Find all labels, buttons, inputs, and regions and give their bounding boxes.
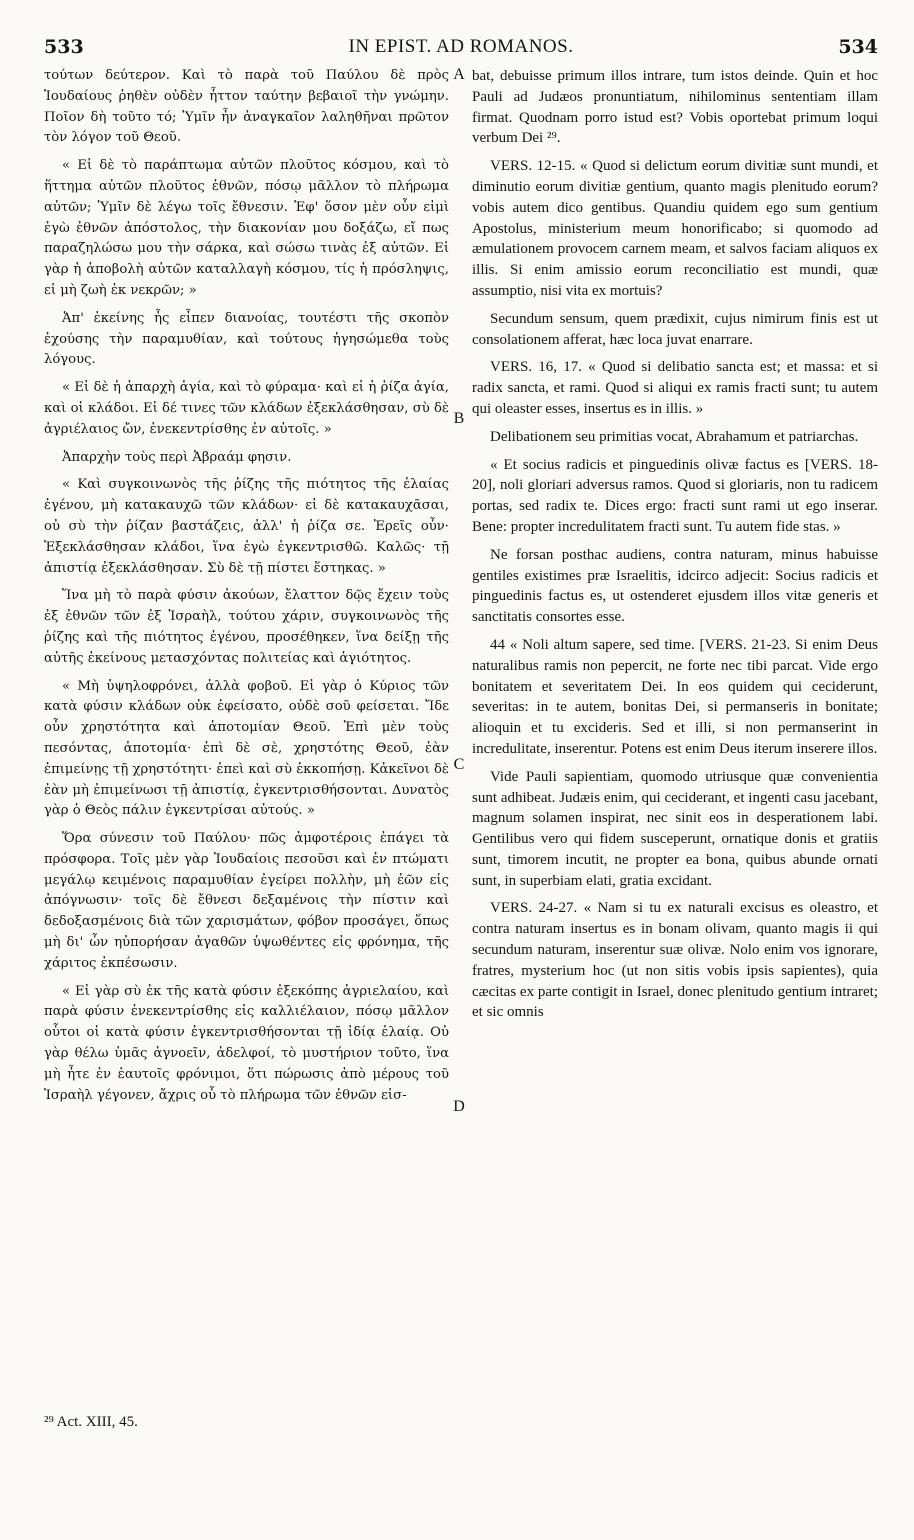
latin-paragraph: 44 « Noli altum sapere, sed time. [VERS. 21-23. Si enim Deus naturalibus ramis non pepercit, ne forte nec tibi parcat. Vide ergo bonitatem et severitatem Dei. In eos quidem qui ceciderunt, severitas: in te autem, bonitas Dei, si permanseris in bonitate; alioquin et tu excideris. Sed et illi, si non permanserint in incredulitate, inserentur. Potens est enim Deus iterum inserere illos.: [472, 636, 878, 757]
greek-paragraph: « Μὴ ὑψηλοφρόνει, ἀλλὰ φοβοῦ. Εἰ γὰρ ὁ Κύριος τῶν κατὰ φύσιν κλάδων οὐκ ἐφείσατο, οὐδὲ σοῦ φείσεται. Ἴδε οὖν χρηστότητα καὶ ἀποτομίαν Θεοῦ. Ἐπὶ μὲν τοὺς πεσόντας, ἀποτομία· ἐπὶ δὲ σὲ, χρηστότης Θεοῦ, ἐὰν ἐπιμείνῃς τῇ χρηστότητι· ἐπεὶ καὶ σὺ ἐκκοπήσῃ. Κἀκεῖνοι δὲ ἐὰν μὴ ἐπιμείνωσι τῇ ἀπιστίᾳ, ἐγκεντρισθήσονται. Δυνατὸς γὰρ ὁ Θεὸς πάλιν ἐγκεντρίσαι αὐτούς. »: [44, 678, 449, 819]
greek-paragraph: Ἵνα μὴ τὸ παρὰ φύσιν ἀκούων, ἔλαττον δῷς ἔχειν τοὺς ἐξ ἐθνῶν τῶν ἐξ Ἰσραὴλ, τούτου χάριν, συγκοινωνὸς τῆς ῥίζης καὶ τῆς πιότητος ἐγένου, προσέθηκεν, ἵνα δείξῃ τῆς αὐτῆς ἐκείνους μετασχόντας πολιτείας καὶ ἁγιότητος.: [44, 588, 449, 666]
greek-paragraph: « Εἰ δὲ ἡ ἀπαρχὴ ἁγία, καὶ τὸ φύραμα· καὶ εἰ ἡ ῥίζα ἁγία, καὶ οἱ κλάδοι. Εἰ δέ τινες τῶν κλάδων ἐξεκλάσθησαν, σὺ δὲ ἀγριέλαιος ὤν, ἐνεκεντρίσθης ἐν αὐτοῖς. »: [44, 380, 449, 437]
greek-paragraph: τούτων δεύτερον. Καὶ τὸ παρὰ τοῦ Παύλου δὲ πρὸς Ἰουδαίους ῥηθὲν οὐδὲν ἧττον ταύτην βεβαιοῖ τὴν γνώμην. Ποῖον δὴ τοῦτο τό; Ὑμῖν ἦν ἀναγκαῖον λαληθῆναι πρῶτον τὸν λόγον τοῦ Θεοῦ.: [44, 68, 449, 146]
greek-paragraph: « Εἰ γὰρ σὺ ἐκ τῆς κατὰ φύσιν ἐξεκόπης ἀγριελαίου, καὶ παρὰ φύσιν ἐνεκεντρίσθης εἰς καλλιέλαιον, πόσῳ μᾶλλον οὗτοι οἱ κατὰ φύσιν ἐγκεντρισθήσονται τῇ ἰδίᾳ ἐλαίᾳ. Οὐ γὰρ θέλω ὑμᾶς ἀγνοεῖν, ἀδελφοί, τὸ μυστήριον τοῦτο, ἵνα μὴ ἦτε ἐν ἑαυτοῖς φρόνιμοι, ὅτι πώρωσις ἀπὸ μέρους τοῦ Ἰσραὴλ γέγονεν, ἄχρις οὗ τὸ πλήρωμα τῶν ἐθνῶν εἰσ-: [44, 983, 449, 1103]
greek-paragraph: Ἀπ' ἐκείνης ἧς εἶπεν διανοίας, τουτέστι τῆς σκοπὸν ἐχούσης τὴν παραμυθίαν, καὶ τούτους ἡγησώμεθα τοὺς λόγους.: [44, 310, 449, 368]
running-title: IN EPIST. AD ROMANOS.: [348, 36, 574, 57]
margin-letter-d: D: [453, 1098, 465, 1115]
latin-paragraph: « Et socius radicis et pinguedinis olivæ factus es [VERS. 18-20], noli gloriari adversus ramos. Quod si gloriaris, non tu radicem portas, sed radix te. Dices ergo: fracti sunt rami ut ego inserar. Bene: propter incredulitatem fracti sunt. Tu autem fide stas. »: [472, 456, 878, 535]
footnote: ²⁹ Act. XIII, 45.: [44, 1414, 138, 1430]
latin-paragraph: VERS. 24-27. « Nam si tu ex naturali excisus es oleastro, et contra naturam insertus es in bonam olivam, quanto magis ii qui secundum naturam, inserentur suæ olivæ. Nolo enim vos ignorare, fratres, mysterium hoc (ut non sitis vobis ipsis sapientes), quia cæcitas ex parte contigit in Israel, donec plenitudo gentium intraret; et sic omnis: [472, 900, 878, 1021]
latin-paragraph: Secundum sensum, quem prædixit, cujus nimirum finis est ut consolationem afferat, hæc loca juvat enarrare.: [472, 310, 878, 348]
page-number-left: 533: [44, 36, 84, 58]
greek-paragraph: Ὅρα σύνεσιν τοῦ Παύλου· πῶς ἀμφοτέροις ἐπάγει τὰ πρόσφορα. Τοῖς μὲν γὰρ Ἰουδαίοις πεσοῦσι καὶ ἐν πτώματι μεγάλῳ κειμένοις παραμυθίαν ἐγείρει πολλὴν, μὴ ἐῶν εἰς ἀπόγνωσιν· τοῖς δὲ ἔθνεσι δεξαμένοις τὴν πίστιν καὶ δεδοξασμένοις διὰ τῶν χαρισμάτων, φόβον προσάγει, ὅπως μὴ δι' ὧν ηὐπορήσαν ἀγαθῶν ὑψωθέντες εἰς φρόνημα, τῆς χάριτος ἐκπέσωσιν.: [44, 831, 449, 971]
margin-letter-c: C: [453, 756, 465, 773]
margin-letter-a: A: [453, 66, 465, 83]
greek-paragraph: « Εἰ δὲ τὸ παράπτωμα αὐτῶν πλοῦτος κόσμου, καὶ τὸ ἥττημα αὐτῶν πλοῦτος ἐθνῶν, πόσῳ μᾶλλον τὸ πλήρωμα αὐτῶν; Ὑμῖν δὲ λέγω τοῖς ἔθνεσιν. Ἐφ' ὅσον μὲν οὖν εἰμὶ ἐγὼ ἐθνῶν ἀπόστολος, τὴν διακονίαν μου δοξάζω, εἴ πως παραζηλώσω μου τὴν σάρκα, καὶ σώσω τινὰς ἐξ αὐτῶν. Εἰ γὰρ ἡ ἀποβολὴ αὐτῶν καταλλαγὴ κόσμου, τίς ἡ πρόσληψις, εἰ μὴ ζωὴ ἐκ νεκρῶν; »: [44, 158, 449, 298]
latin-paragraph: bat, debuisse primum illos intrare, tum istos deinde. Quin et hoc Pauli ad Judæos pronuntiatum, nihilominus sententiam illam firmat. Quodnam porro istud est? Vobis oportebat primum loqui verbum Dei ²⁹.: [472, 68, 878, 147]
latin-paragraph: VERS. 16, 17. « Quod si delibatio sancta est; et massa: et si radix sancta, et rami. Quod si aliqui ex ramis fracti sunt; tu autem qui oleaster esses, insertus es in illis. »: [472, 359, 878, 417]
latin-column: [472, 66, 878, 1030]
latin-paragraph: Vide Pauli sapientiam, quomodo utriusque quæ convenientia sunt adhibeat. Judæis enim, qui ceciderant, et ingenti casu jacebant, magnum solamen inspirat, nec sinit eos in desperationem labi. Gentilibus vero qui fidem susceperunt, ornatique donis et gratiis sunt, timorem incutit, ne propter ea bona, quibus abunde ornati sunt, in superbiam elati, gratia excidant.: [472, 768, 878, 889]
latin-paragraph: VERS. 12-15. « Quod si delictum eorum divitiæ sunt mundi, et diminutio eorum divitiæ gentium, quanto magis plenitudo eorum? vobis autem dico gentibus. Quandiu quidem ego sum gentium Apostolus, ministerium meum honorificabo; si quomodo ad æmulationem provocem carnem meam, et salvos faciam aliquos ex illis. Si enim amissio eorum reconciliatio est mundi, quæ assumptio, nisi vita ex mortuis?: [472, 158, 878, 299]
greek-column: [44, 66, 449, 1113]
greek-paragraph: Ἀπαρχὴν τοὺς περὶ Ἀβραάμ φησιν.: [62, 449, 292, 465]
latin-paragraph: Ne forsan posthac audiens, contra naturam, minus habuisse gentiles existimes præ Israelitis, idcirco adjecit: Socius radicis et pinguedinis factus es, ut ostenderet ejusdem illos vitæ generis et sanctitatis consortes esse.: [472, 546, 878, 626]
page-number-right: 534: [838, 36, 878, 58]
greek-paragraph: « Καὶ συγκοινωνὸς τῆς ῥίζης τῆς πιότητος τῆς ἐλαίας ἐγένου, μὴ κατακαυχῶ τῶν κλάδων· εἰ δὲ κατακαυχᾶσαι, οὐ σὺ τὴν ῥίζαν βαστάζεις, ἀλλ' ἡ ῥίζα σε. Ἐρεῖς οὖν· Ἐξεκλάσθησαν κλάδοι, ἵνα ἐγὼ ἐγκεντρισθῶ. Καλῶς· τῇ ἀπιστίᾳ ἐξεκλάσθησαν. Σὺ δὲ τῇ πίστει ἕστηκας. »: [44, 477, 449, 576]
latin-paragraph: Delibationem seu primitias vocat, Abrahamum et patriarchas.: [490, 428, 859, 445]
running-header: [44, 36, 878, 64]
margin-letter-b: B: [453, 410, 465, 427]
